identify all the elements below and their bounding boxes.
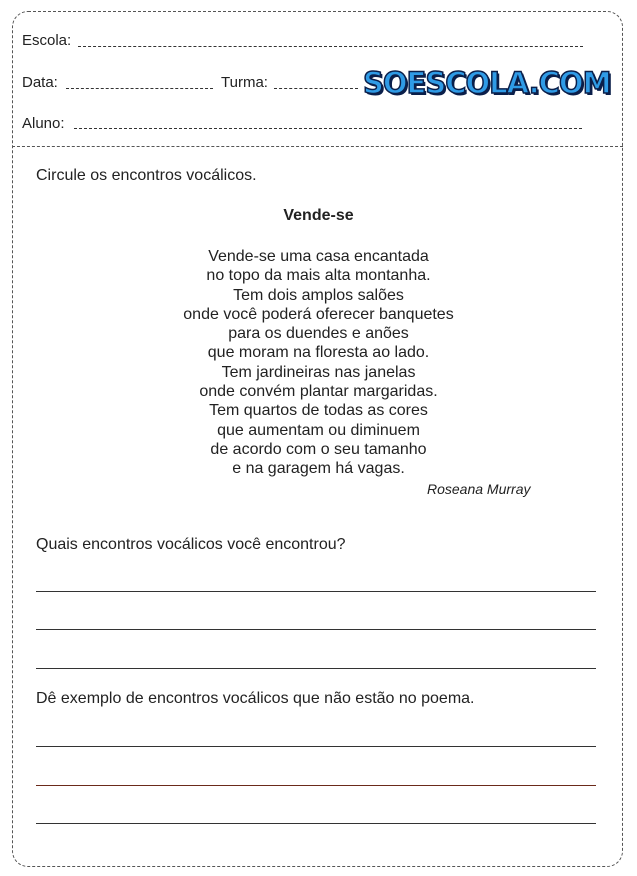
class-label: Turma: (221, 74, 268, 91)
answer-line[interactable] (36, 629, 596, 630)
poem-line: que moram na floresta ao lado. (207, 344, 430, 362)
poem-line: Vende-se uma casa encantada (208, 248, 429, 265)
question-examples: Dê exemplo de encontros vocálicos que não estão no poema. (36, 690, 475, 707)
poem-line: que aumentam ou diminuem (217, 421, 420, 439)
poem-line: Tem jardineiras nas janelas (221, 363, 416, 381)
answer-line[interactable] (36, 785, 596, 786)
poem-line: onde você poderá oferecer banquetes (183, 305, 454, 323)
header-divider (12, 146, 623, 147)
poem-title: Vende-se (283, 207, 354, 224)
school-label: Escola: (22, 32, 72, 49)
class-field[interactable] (274, 88, 358, 89)
school-field[interactable] (78, 46, 583, 47)
poem-line: onde convém plantar margaridas. (199, 383, 438, 401)
answer-line[interactable] (36, 668, 596, 669)
soescola-logo: SOESCOLA.COM (363, 66, 611, 100)
poem-line: para os duendes e anões (228, 325, 409, 343)
question-found: Quais encontros vocálicos você encontrou? (36, 536, 346, 553)
poem-line: Tem quartos de todas as cores (209, 402, 428, 420)
answer-line[interactable] (36, 823, 596, 824)
answer-line[interactable] (36, 591, 596, 592)
poem-author: Roseana Murray (427, 481, 531, 497)
date-label: Data: (22, 74, 58, 91)
date-field[interactable] (66, 88, 213, 89)
student-label: Aluno: (22, 115, 65, 132)
student-field[interactable] (74, 128, 582, 129)
poem-line: e na garagem há vagas. (232, 460, 405, 478)
poem-line: Tem dois amplos salões (233, 286, 404, 304)
poem-line: de acordo com o seu tamanho (210, 440, 427, 458)
poem-line: no topo da mais alta montanha. (206, 267, 431, 285)
instruction-circle: Circule os encontros vocálicos. (36, 167, 257, 184)
answer-line[interactable] (36, 746, 596, 747)
poem (0, 247, 637, 479)
